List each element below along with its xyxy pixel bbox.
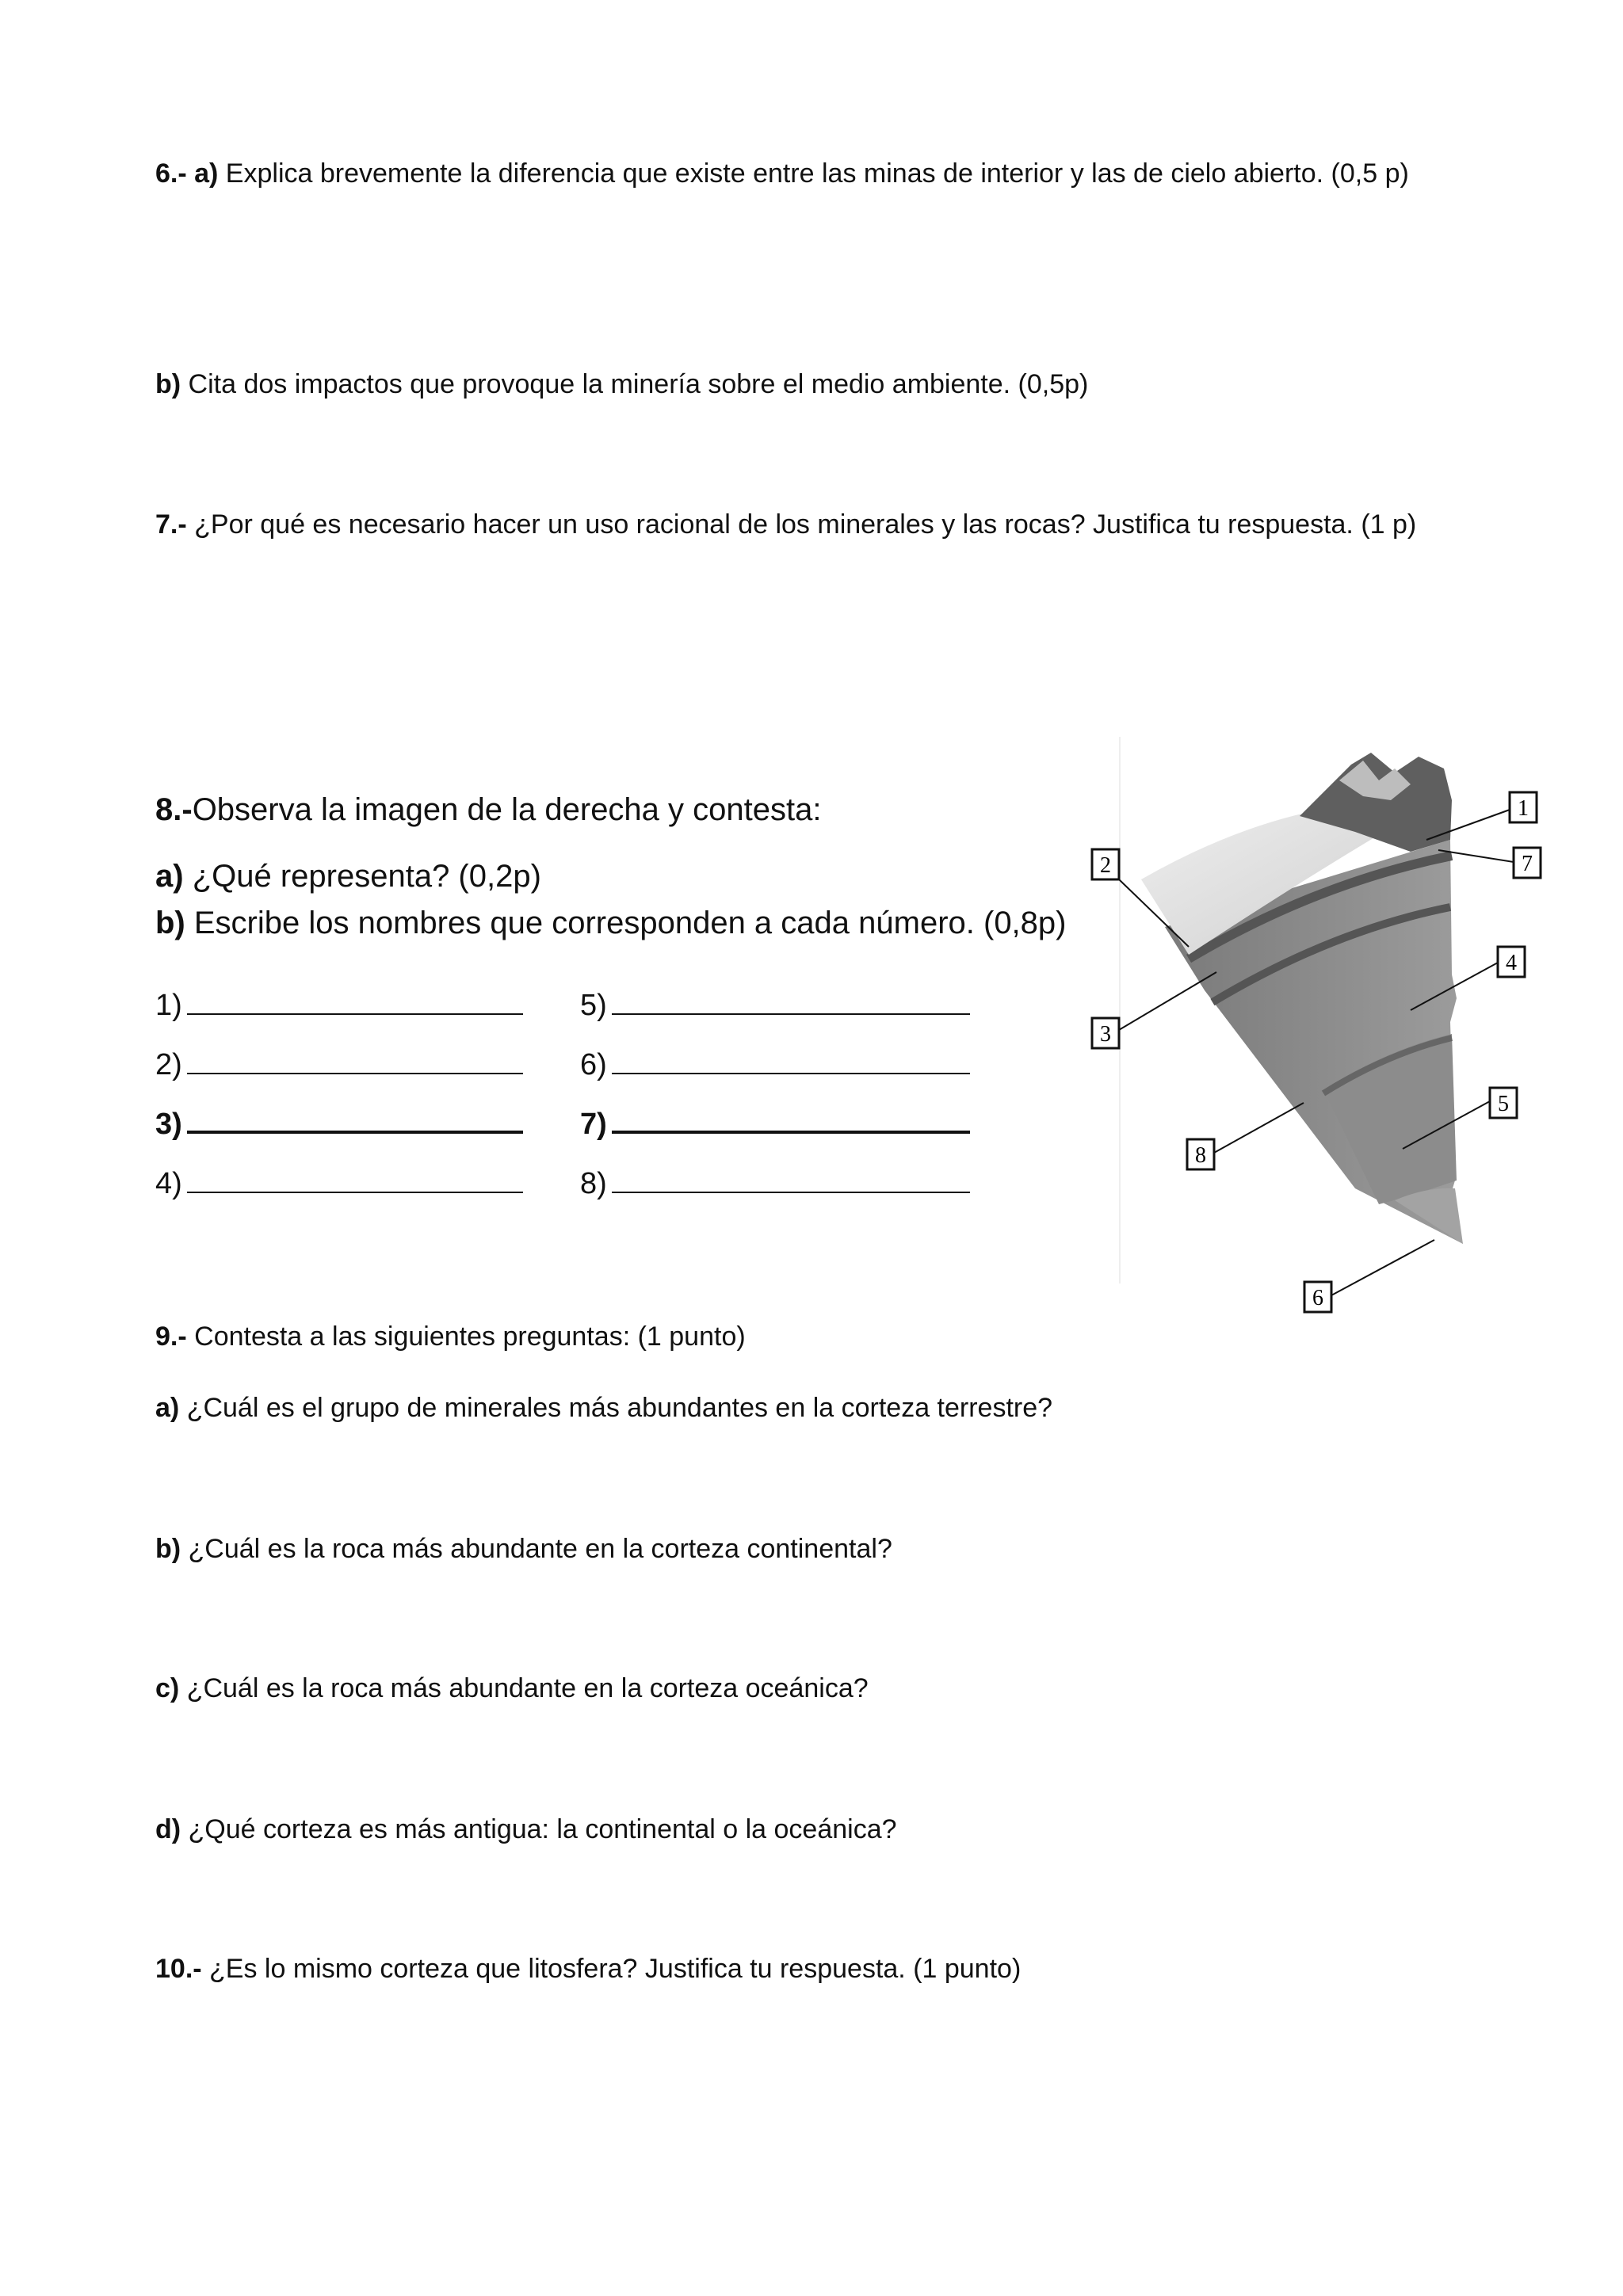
diagram-label-8 [1187, 1139, 1214, 1169]
question-8b-text: Escribe los nombres que corresponden a cada número. (0,8p) [185, 906, 1067, 940]
question-6b [155, 371, 1088, 398]
question-9d-number: d) [155, 1814, 181, 1844]
diagram-label-4 [1498, 947, 1525, 977]
question-9d [155, 1816, 897, 1843]
question-10-text: ¿Es lo mismo corteza que litosfera? Justifica tu respuesta. (1 punto) [201, 1954, 1022, 1984]
leader-line-6 [1331, 1240, 1434, 1295]
diagram-label-2 [1092, 849, 1119, 879]
svg-text:2: 2 [1100, 853, 1111, 878]
svg-text:1: 1 [1518, 796, 1529, 821]
leader-line-8 [1214, 1103, 1304, 1153]
question-7-number: 7.- [155, 509, 187, 540]
question-9 [155, 1323, 746, 1350]
question-9a-number: a) [155, 1393, 180, 1423]
question-8b [155, 907, 1066, 939]
leader-line-3 [1119, 972, 1216, 1030]
image-edge [1119, 737, 1121, 1283]
question-9-number: 9.- [155, 1322, 187, 1352]
answer-blank-5[interactable] [580, 990, 970, 1020]
question-8b-number: b) [155, 906, 185, 940]
answer-blank-5-label: 5) [580, 989, 607, 1022]
question-8a-number: a) [155, 859, 184, 894]
question-6a-text: Explica brevemente la diferencia que existe entre las minas de interior y las de cielo abierto. (0,5 p) [218, 158, 1409, 189]
inner-core-layer [1395, 1188, 1463, 1244]
answer-blank-6[interactable] [580, 1050, 970, 1080]
question-6b-text: Cita dos impactos que provoque la minería sobre el medio ambiente. (0,5p) [181, 369, 1089, 399]
answer-blank-7-label: 7) [580, 1108, 607, 1141]
diagram-label-1 [1510, 792, 1537, 822]
question-6a-number: 6.- a) [155, 158, 219, 189]
question-8a [155, 860, 541, 892]
svg-text:6: 6 [1312, 1286, 1323, 1310]
answer-blank-8[interactable] [580, 1169, 970, 1199]
question-10 [155, 1955, 1021, 1982]
answer-blank-6-label: 6) [580, 1048, 607, 1081]
answer-blank-3[interactable] [155, 1109, 523, 1139]
answer-blank-8-label: 8) [580, 1167, 607, 1200]
question-8-text: Observa la imagen de la derecha y contesta: [192, 792, 822, 827]
diagram-label-7 [1514, 848, 1541, 878]
question-9a [155, 1394, 1052, 1421]
answer-blank-2[interactable] [155, 1050, 523, 1080]
question-9-text: Contesta a las siguientes preguntas: (1 punto) [186, 1322, 746, 1352]
earth-layers-diagram [1078, 737, 1569, 1323]
answer-blank-2-label: 2) [155, 1048, 182, 1081]
question-6b-number: b) [155, 369, 181, 399]
question-9b [155, 1535, 892, 1562]
diagram-label-5 [1490, 1088, 1517, 1118]
question-10-number: 10.- [155, 1954, 202, 1984]
question-8-number: 8.- [155, 792, 193, 827]
diagram-label-3 [1092, 1018, 1119, 1048]
answer-blank-7[interactable] [580, 1109, 970, 1139]
svg-text:5: 5 [1498, 1092, 1509, 1116]
svg-text:4: 4 [1506, 951, 1517, 975]
question-9c-text: ¿Cuál es la roca más abundante en la corteza oceánica? [179, 1673, 869, 1703]
question-9c [155, 1675, 869, 1702]
answer-blank-4-label: 4) [155, 1167, 182, 1200]
question-7 [155, 511, 1416, 538]
question-8a-text: ¿Qué representa? (0,2p) [183, 859, 541, 894]
answer-blank-1-label: 1) [155, 989, 182, 1022]
question-9b-number: b) [155, 1534, 181, 1564]
svg-text:3: 3 [1100, 1022, 1111, 1047]
answer-blank-1[interactable] [155, 990, 523, 1020]
answer-blank-3-label: 3) [155, 1108, 182, 1141]
question-8 [155, 794, 821, 826]
svg-text:7: 7 [1522, 852, 1533, 876]
question-7-text: ¿Por qué es necesario hacer un uso racional de los minerales y las rocas? Justifica tu respuesta. (1 p) [186, 509, 1417, 540]
question-9c-number: c) [155, 1673, 180, 1703]
question-9b-text: ¿Cuál es la roca más abundante en la corteza continental? [181, 1534, 892, 1564]
question-9a-text: ¿Cuál es el grupo de minerales más abundantes en la corteza terrestre? [179, 1393, 1053, 1423]
answer-blank-4[interactable] [155, 1169, 523, 1199]
question-6a [155, 160, 1409, 187]
diagram-label-6 [1304, 1282, 1331, 1312]
svg-text:8: 8 [1195, 1143, 1206, 1168]
question-9d-text: ¿Qué corteza es más antigua: la continental o la oceánica? [181, 1814, 897, 1844]
